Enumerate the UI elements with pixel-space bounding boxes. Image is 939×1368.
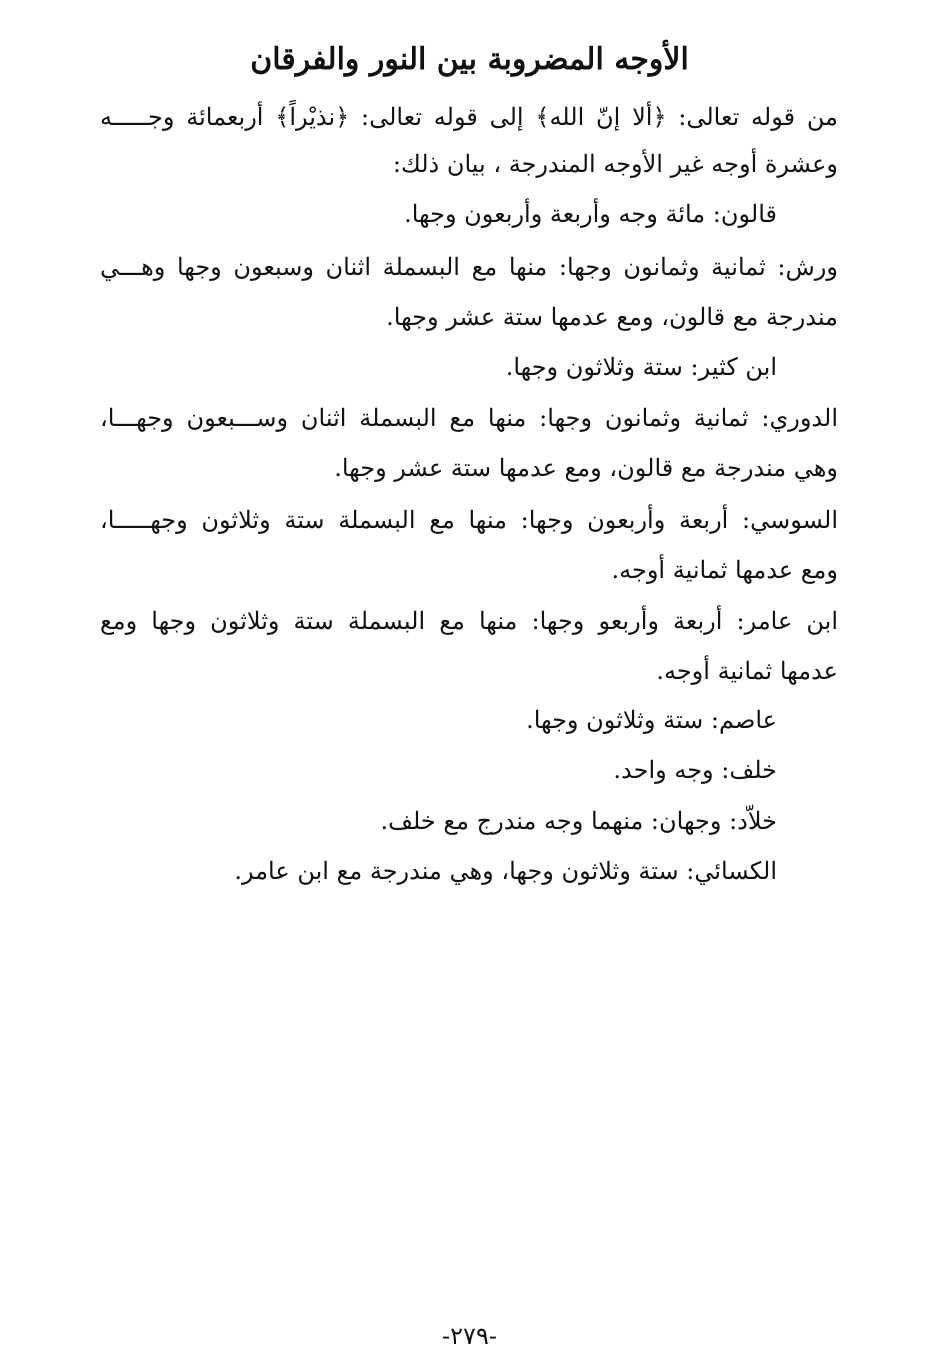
warsh-line-1: ورش: ثمانية وثمانون وجها: منها مع البسملة اثنان وسبعون وجها وهـــي (100, 253, 838, 281)
susi-line-1: السوسي: أربعة وأربعون وجها: منها مع البسملة ستة وثلاثون وجهـــــا، (100, 506, 838, 534)
page-title: الأوجه المضروبة بين النور والفرقان (250, 42, 689, 77)
page-number: -٢٧٩- (442, 1322, 497, 1350)
ibn-amir-line-1: ابن عامر: أربعة وأربعو وجها: منها مع البسملة ستة وثلاثون وجها ومع (100, 607, 839, 635)
ibn-kathir-line: ابن كثير: ستة وثلاثون وجها. (505, 353, 777, 381)
khallad-line: خلاّد: وجهان: منهما وجه مندرج مع خلف. (380, 807, 777, 835)
qalun-line: قالون: مائة وجه وأربعة وأربعون وجها. (404, 200, 777, 228)
warsh-line-2: مندرجة مع قالون، ومع عدمها ستة عشر وجها. (386, 303, 838, 331)
intro-line-2: وعشرة أوجه غير الأوجه المندرجة ، بيان ذلك: (392, 150, 838, 178)
susi-line-2: ومع عدمها ثمانية أوجه. (611, 556, 838, 584)
duri-line-1: الدوري: ثمانية وثمانون وجها: منها مع البسملة اثنان وســـبعون وجهـــا، (100, 404, 838, 432)
asim-line: عاصم: ستة وثلاثون وجها. (526, 706, 777, 734)
intro-line-1: من قوله تعالى: ﴿ألا إنّ الله﴾ إلى قوله تعالى: ﴿نذيْراً﴾ أربعمائة وجـــــه (100, 103, 838, 131)
duri-line-2: وهي مندرجة مع قالون، ومع عدمها ستة عشر وجها. (334, 454, 838, 482)
ibn-amir-line-2: عدمها ثمانية أوجه. (656, 657, 838, 685)
kisai-line: الكسائي: ستة وثلاثون وجها، وهي مندرجة مع ابن عامر. (234, 857, 777, 885)
khalaf-line: خلف: وجه واحد. (613, 756, 777, 784)
